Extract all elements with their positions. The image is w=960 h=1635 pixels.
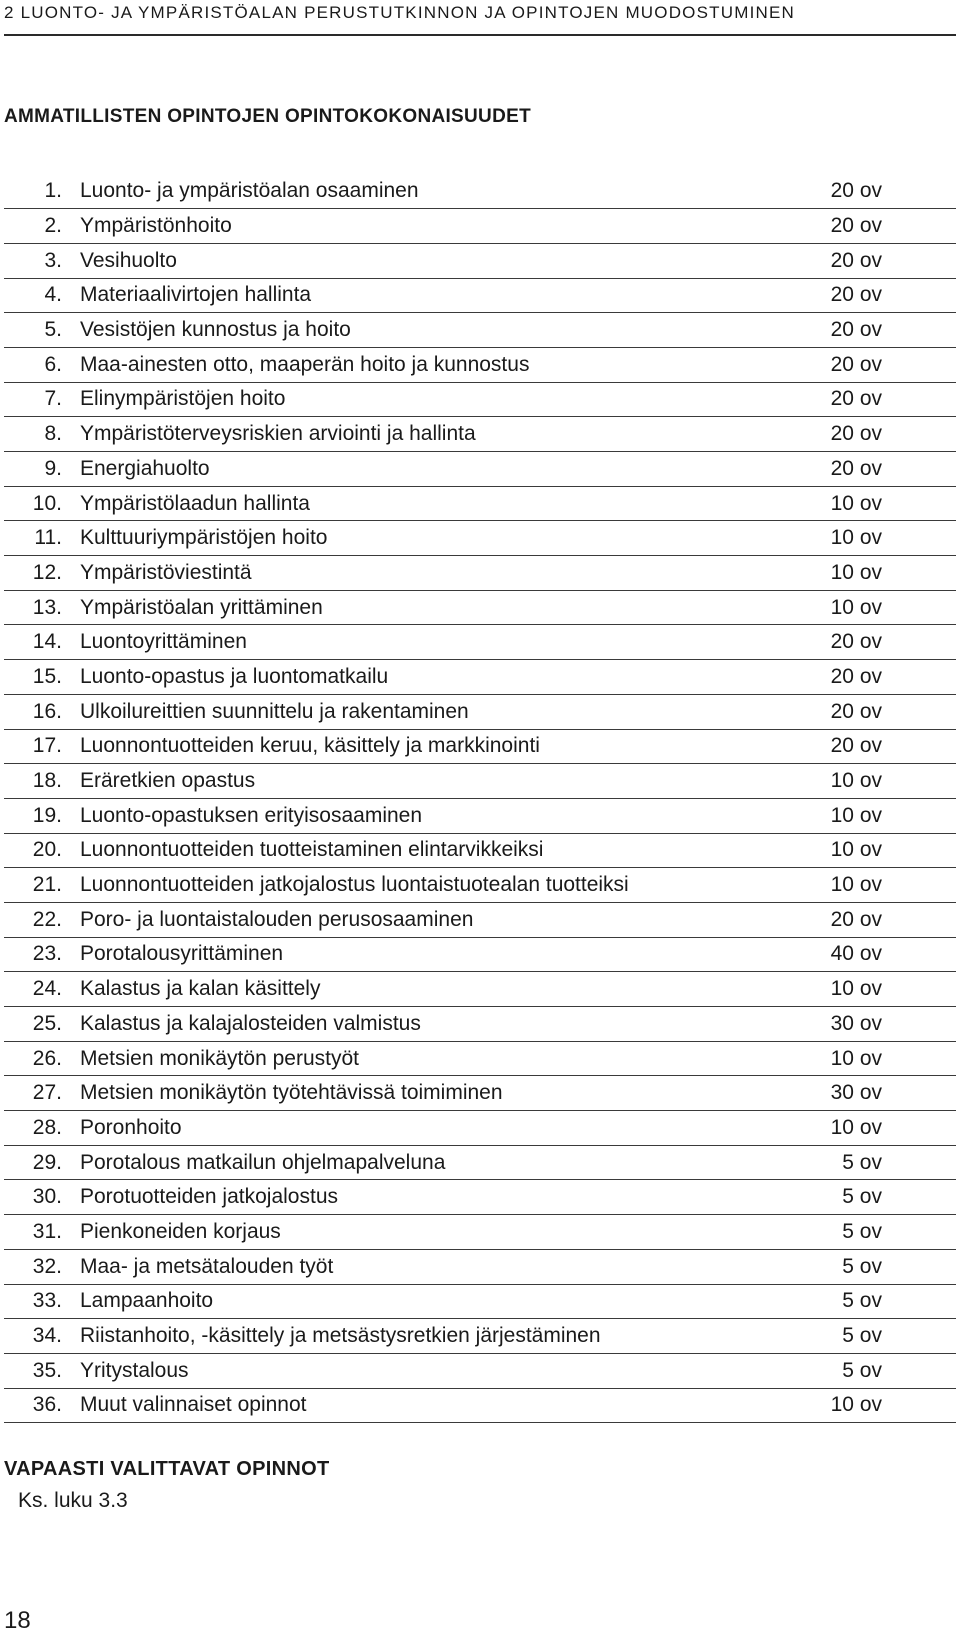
row-number: 28. [4, 1111, 80, 1146]
row-course-name: Poronhoito [80, 1111, 782, 1146]
table-row [4, 625, 956, 660]
table-row [4, 278, 956, 313]
row-number: 1. [4, 174, 80, 209]
row-number: 16. [4, 694, 80, 729]
row-course-name: Vesistöjen kunnostus ja hoito [80, 313, 782, 348]
row-course-name: Luonto- ja ympäristöalan osaaminen [80, 174, 782, 209]
row-number: 23. [4, 937, 80, 972]
row-credits: 40 ov [782, 937, 956, 972]
row-credits: 10 ov [782, 972, 956, 1007]
section-heading: AMMATILLISTEN OPINTOJEN OPINTOKOKONAISUUDET [4, 106, 531, 127]
row-credits: 20 ov [782, 902, 956, 937]
row-course-name: Porotalousyrittäminen [80, 937, 782, 972]
row-course-name: Energiahuolto [80, 452, 782, 487]
row-credits: 5 ov [782, 1215, 956, 1250]
row-credits: 5 ov [782, 1180, 956, 1215]
row-credits: 10 ov [782, 590, 956, 625]
row-credits: 20 ov [782, 313, 956, 348]
table-row [4, 833, 956, 868]
row-credits: 20 ov [782, 382, 956, 417]
table-row [4, 1353, 956, 1388]
row-course-name: Ympäristölaadun hallinta [80, 486, 782, 521]
row-course-name: Metsien monikäytön työtehtävissä toimiminen [80, 1076, 782, 1111]
row-credits: 5 ov [782, 1353, 956, 1388]
table-row [4, 313, 956, 348]
row-credits: 5 ov [782, 1284, 956, 1319]
row-credits: 10 ov [782, 868, 956, 903]
row-credits: 10 ov [782, 486, 956, 521]
table-row [4, 798, 956, 833]
row-credits: 20 ov [782, 694, 956, 729]
table-row [4, 1249, 956, 1284]
row-course-name: Metsien monikäytön perustyöt [80, 1041, 782, 1076]
row-number: 8. [4, 417, 80, 452]
row-credits: 5 ov [782, 1249, 956, 1284]
table-row [4, 694, 956, 729]
table-row [4, 1041, 956, 1076]
row-course-name: Eräretkien opastus [80, 764, 782, 799]
running-header [4, 0, 956, 36]
table-row [4, 660, 956, 695]
row-number: 22. [4, 902, 80, 937]
table-row [4, 590, 956, 625]
row-course-name: Maa-ainesten otto, maaperän hoito ja kunnostus [80, 347, 782, 382]
table-row [4, 243, 956, 278]
row-number: 35. [4, 1353, 80, 1388]
table-row [4, 452, 956, 487]
row-number: 14. [4, 625, 80, 660]
table-row [4, 1076, 956, 1111]
table-row [4, 729, 956, 764]
row-course-name: Kulttuuriympäristöjen hoito [80, 521, 782, 556]
table-row [4, 347, 956, 382]
row-credits: 10 ov [782, 521, 956, 556]
table-row [4, 382, 956, 417]
row-credits: 10 ov [782, 833, 956, 868]
table-row [4, 209, 956, 244]
row-number: 33. [4, 1284, 80, 1319]
row-credits: 10 ov [782, 798, 956, 833]
page-number: 18 [4, 1607, 31, 1634]
row-course-name: Ympäristönhoito [80, 209, 782, 244]
row-course-name: Luonnontuotteiden tuotteistaminen elintarvikkeiksi [80, 833, 782, 868]
row-credits: 20 ov [782, 660, 956, 695]
row-number: 11. [4, 521, 80, 556]
table-row [4, 1145, 956, 1180]
row-credits: 30 ov [782, 1007, 956, 1042]
row-course-name: Riistanhoito, -käsittely ja metsästysretkien järjestäminen [80, 1319, 782, 1354]
row-credits: 10 ov [782, 556, 956, 591]
row-number: 6. [4, 347, 80, 382]
row-number: 34. [4, 1319, 80, 1354]
row-number: 26. [4, 1041, 80, 1076]
row-number: 5. [4, 313, 80, 348]
row-credits: 20 ov [782, 729, 956, 764]
row-number: 36. [4, 1388, 80, 1423]
table-row [4, 1111, 956, 1146]
row-number: 27. [4, 1076, 80, 1111]
table-row [4, 1180, 956, 1215]
row-credits: 20 ov [782, 174, 956, 209]
row-course-name: Luonto-opastus ja luontomatkailu [80, 660, 782, 695]
row-course-name: Luontoyrittäminen [80, 625, 782, 660]
row-number: 25. [4, 1007, 80, 1042]
table-row [4, 1388, 956, 1423]
row-course-name: Luonnontuotteiden jatkojalostus luontaistuotealan tuotteiksi [80, 868, 782, 903]
row-credits: 10 ov [782, 1041, 956, 1076]
course-table [4, 174, 956, 1423]
table-row [4, 972, 956, 1007]
row-course-name: Vesihuolto [80, 243, 782, 278]
table-row [4, 868, 956, 903]
row-course-name: Porotuotteiden jatkojalostus [80, 1180, 782, 1215]
row-number: 7. [4, 382, 80, 417]
row-number: 29. [4, 1145, 80, 1180]
row-course-name: Ympäristöviestintä [80, 556, 782, 591]
table-row [4, 902, 956, 937]
table-row [4, 1215, 956, 1250]
row-credits: 20 ov [782, 243, 956, 278]
table-row [4, 417, 956, 452]
table-row [4, 486, 956, 521]
row-number: 32. [4, 1249, 80, 1284]
row-number: 4. [4, 278, 80, 313]
row-credits: 20 ov [782, 278, 956, 313]
row-number: 30. [4, 1180, 80, 1215]
row-number: 13. [4, 590, 80, 625]
row-credits: 20 ov [782, 625, 956, 660]
row-number: 2. [4, 209, 80, 244]
row-course-name: Pienkoneiden korjaus [80, 1215, 782, 1250]
row-number: 20. [4, 833, 80, 868]
running-header-title: 2 LUONTO- JA YMPÄRISTÖALAN PERUSTUTKINNON JA OPINTOJEN MUODOSTUMINEN [4, 3, 795, 22]
row-credits: 10 ov [782, 1388, 956, 1423]
row-course-name: Elinympäristöjen hoito [80, 382, 782, 417]
row-course-name: Muut valinnaiset opinnot [80, 1388, 782, 1423]
row-number: 9. [4, 452, 80, 487]
row-number: 31. [4, 1215, 80, 1250]
table-row [4, 556, 956, 591]
row-number: 3. [4, 243, 80, 278]
row-credits: 5 ov [782, 1145, 956, 1180]
table-row [4, 1007, 956, 1042]
row-credits: 30 ov [782, 1076, 956, 1111]
row-course-name: Kalastus ja kalan käsittely [80, 972, 782, 1007]
table-row [4, 937, 956, 972]
row-number: 10. [4, 486, 80, 521]
row-number: 19. [4, 798, 80, 833]
row-credits: 20 ov [782, 347, 956, 382]
table-row [4, 1319, 956, 1354]
row-credits: 5 ov [782, 1319, 956, 1354]
course-table-body [4, 174, 956, 1423]
row-credits: 10 ov [782, 1111, 956, 1146]
row-course-name: Ulkoilureittien suunnittelu ja rakentaminen [80, 694, 782, 729]
row-course-name: Lampaanhoito [80, 1284, 782, 1319]
row-credits: 20 ov [782, 209, 956, 244]
table-row [4, 174, 956, 209]
row-credits: 20 ov [782, 417, 956, 452]
table-row [4, 764, 956, 799]
row-course-name: Poro- ja luontaistalouden perusosaaminen [80, 902, 782, 937]
row-course-name: Materiaalivirtojen hallinta [80, 278, 782, 313]
row-number: 12. [4, 556, 80, 591]
row-number: 24. [4, 972, 80, 1007]
row-number: 17. [4, 729, 80, 764]
row-number: 15. [4, 660, 80, 695]
row-credits: 20 ov [782, 452, 956, 487]
table-row [4, 1284, 956, 1319]
row-course-name: Ympäristöalan yrittäminen [80, 590, 782, 625]
row-number: 18. [4, 764, 80, 799]
row-course-name: Luonnontuotteiden keruu, käsittely ja markkinointi [80, 729, 782, 764]
row-course-name: Kalastus ja kalajalosteiden valmistus [80, 1007, 782, 1042]
free-studies-heading: VAPAASTI VALITTAVAT OPINNOT [4, 1458, 330, 1480]
row-course-name: Yritystalous [80, 1353, 782, 1388]
row-number: 21. [4, 868, 80, 903]
table-row [4, 521, 956, 556]
row-credits: 10 ov [782, 764, 956, 799]
row-course-name: Maa- ja metsätalouden työt [80, 1249, 782, 1284]
row-course-name: Porotalous matkailun ohjelmapalveluna [80, 1145, 782, 1180]
row-course-name: Ympäristöterveysriskien arviointi ja hallinta [80, 417, 782, 452]
row-course-name: Luonto-opastuksen erityisosaaminen [80, 798, 782, 833]
free-studies-reference: Ks. luku 3.3 [18, 1489, 128, 1512]
